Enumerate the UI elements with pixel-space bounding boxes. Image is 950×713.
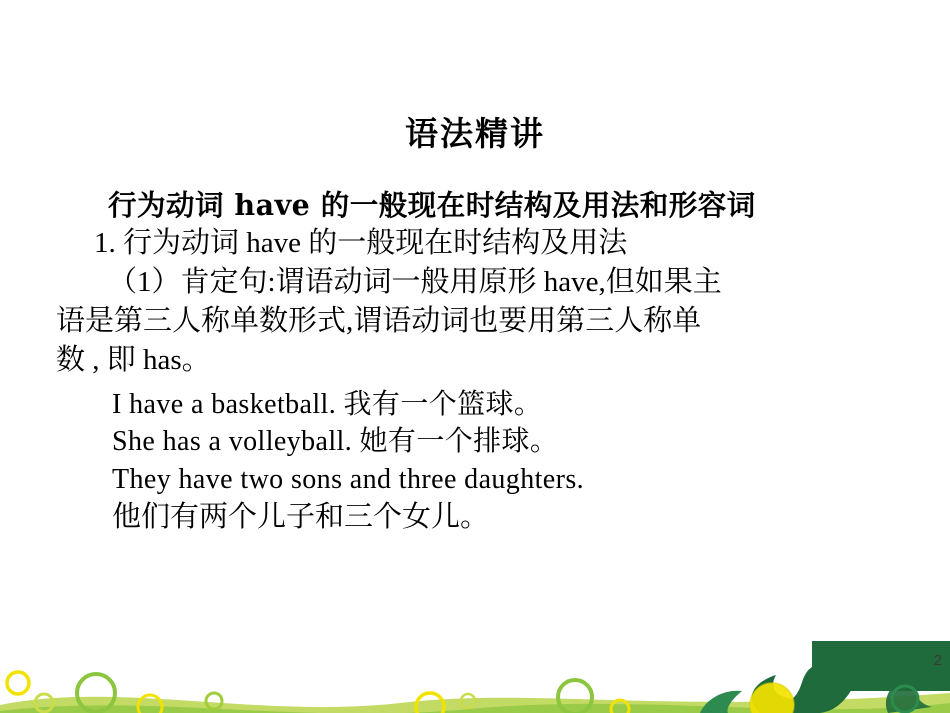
- body-line: 数 , 即 has。: [56, 343, 211, 376]
- body-line: 他们有两个儿子和三个女儿。: [112, 501, 490, 534]
- body-line: 语是第三人称单数形式,谓语动词也要用第三人称单: [56, 304, 702, 337]
- body-line: （1）肯定句:谓语动词一般用原形 have,但如果主: [108, 266, 722, 299]
- body-line: 行为动词 have 的一般现在时结构及用法和形容词: [108, 188, 756, 222]
- body-line: I have a basketball. 我有一个篮球。: [112, 388, 543, 420]
- page-number-background: [812, 641, 950, 691]
- body-line: 1. 行为动词 have 的一般现在时结构及用法: [94, 227, 628, 260]
- page-title: 语法精讲: [405, 114, 545, 153]
- page-number: 2: [933, 652, 942, 669]
- body-line: They have two sons and three daughters.: [112, 463, 585, 495]
- body-line: She has a volleyball. 她有一个排球。: [112, 426, 559, 458]
- decorative-footer: [0, 641, 950, 713]
- slide-body: [56, 186, 916, 537]
